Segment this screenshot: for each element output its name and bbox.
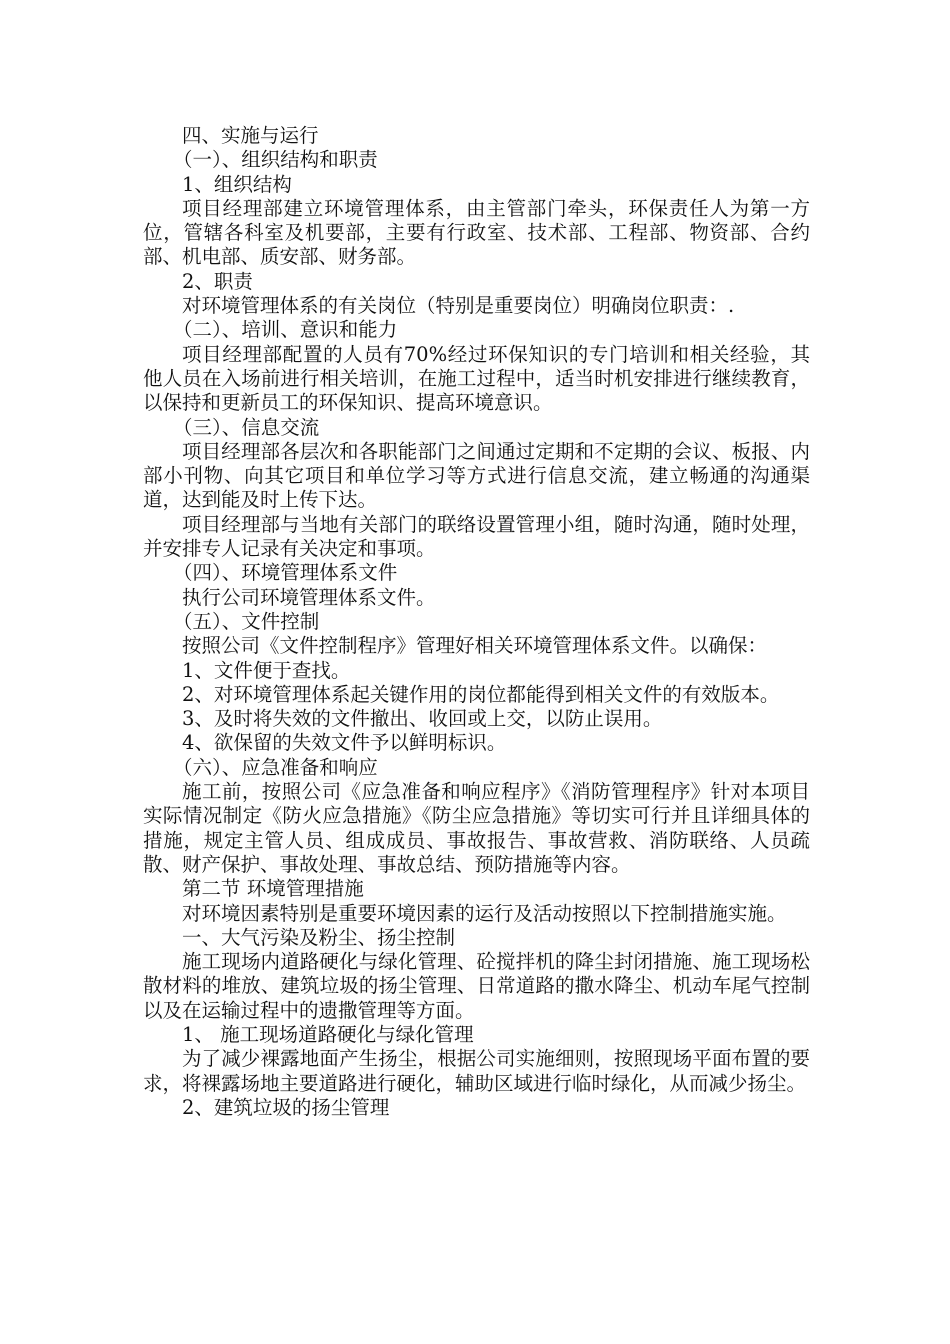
- list-item: 4、欲保留的失效文件予以鲜明标识。: [182, 731, 507, 755]
- paragraph: 按照公司《文件控制程序》管理好相关环境管理体系文件。以确保：: [182, 634, 768, 658]
- list-item: 2、对环境管理体系起关键作用的岗位都能得到相关文件的有效版本。: [182, 682, 780, 706]
- subsection-heading: （四）、环境管理体系文件: [173, 561, 398, 585]
- section-heading: 四、实施与运行: [182, 124, 319, 147]
- item-heading: 1、组织结构: [182, 172, 292, 196]
- subsection-heading: （一）、组织结构和职责: [173, 148, 378, 172]
- paragraph: 执行公司环境管理体系文件。: [182, 585, 436, 609]
- item-heading: 1、 施工现场道路硬化与绿化管理: [182, 1022, 474, 1046]
- list-item: 1、文件便于查找。: [182, 658, 351, 682]
- paragraph: 为了减少裸露地面产生扬尘，根据公司实施细则，按照现场平面布置的要求，将裸露场地主要道路进行硬化，辅助区域进行临时绿化，从而减少扬尘。: [143, 1047, 810, 1095]
- paragraph: 项目经理部建立环境管理体系，由主管部门牵头，环保责任人为第一方位，管辖各科室及机要部，主要有行政室、技术部、工程部、物资部、合约部、机电部、质安部、财务部。: [143, 196, 810, 269]
- paragraph: 施工前，按照公司《应急准备和响应程序》《消防管理程序》针对本项目实际情况制定《防火应急措施》《防尘应急措施》等切实可行并且详细具体的措施，规定主管人员、组成成员、事故报告、事故营救、消防联络、人员疏散、财产保护、事故处理、事故总结、预防措施等内容。: [143, 780, 810, 876]
- list-item: 3、及时将失效的文件撤出、收回或上交，以防止误用。: [182, 707, 663, 731]
- item-heading: 2、建筑垃圾的扬尘管理: [182, 1095, 390, 1119]
- subsection-heading: （五）、文件控制: [173, 609, 320, 633]
- paragraph: 对环境管理体系的有关岗位（特别是重要岗位）明确岗位职责：.: [182, 294, 735, 318]
- subsection-heading: （二）、培训、意识和能力: [173, 318, 398, 342]
- paragraph: 项目经理部各层次和各职能部门之间通过定期和不定期的会议、板报、内部小刊物、向其它项目和单位学习等方式进行信息交流，建立畅通的沟通渠道，达到能及时上传下达。: [143, 439, 810, 512]
- section-heading: 一、大气污染及粉尘、扬尘控制: [182, 925, 456, 949]
- subsection-heading: （六）、应急准备和响应: [173, 755, 378, 779]
- subsection-heading: （三）、信息交流: [173, 415, 320, 439]
- section-heading: 第二节 环境管理措施: [182, 877, 364, 901]
- item-heading: 2、职责: [182, 269, 253, 293]
- document-body: [143, 124, 810, 1120]
- paragraph: 项目经理部与当地有关部门的联络设置管理小组，随时沟通，随时处理，并安排专人记录有关决定和事项。: [143, 512, 810, 561]
- paragraph: 项目经理部配置的人员有70%经过环保知识的专门培训和相关经验，其他人员在入场前进行相关培训，在施工过程中，适当时机安排进行继续教育，以保持和更新员工的环保知识、提高环境意识。: [143, 342, 810, 415]
- paragraph: 施工现场内道路硬化与绿化管理、砼搅拌机的降尘封闭措施、施工现场松散材料的堆放、建筑垃圾的扬尘管理、日常道路的撒水降尘、机动车尾气控制以及在运输过程中的遗撒管理等方面。: [143, 950, 810, 1022]
- paragraph: 对环境因素特别是重要环境因素的运行及活动按照以下控制措施实施。: [182, 901, 787, 925]
